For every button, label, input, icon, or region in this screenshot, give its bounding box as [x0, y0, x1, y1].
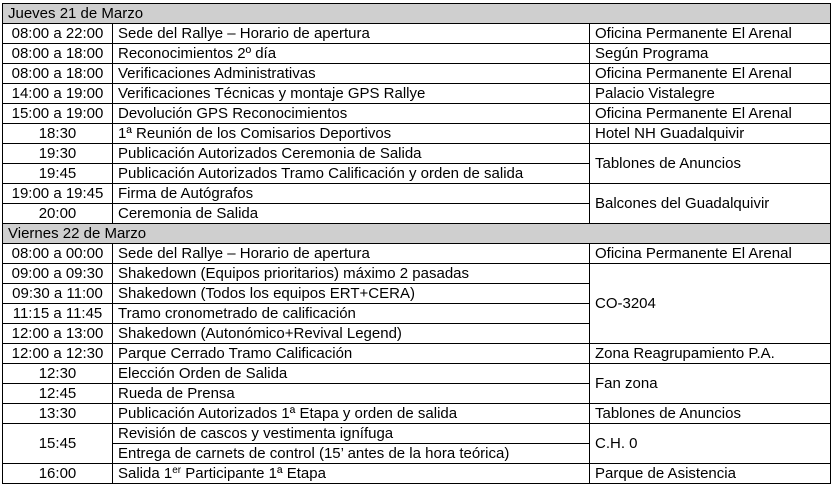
place-cell: Oficina Permanente El Arenal — [590, 104, 831, 124]
event-cell: Sede del Rallye – Horario de apertura — [113, 244, 590, 264]
time-cell: 12:00 a 13:00 — [3, 324, 113, 344]
time-cell: 08:00 a 00:00 — [3, 244, 113, 264]
time-cell: 12:45 — [3, 384, 113, 404]
place-cell: Balcones del Guadalquivir — [590, 184, 831, 224]
event-cell: Rueda de Prensa — [113, 384, 590, 404]
time-cell: 20:00 — [3, 204, 113, 224]
event-cell: Reconocimientos 2º día — [113, 44, 590, 64]
place-cell: C.H. 0 — [590, 424, 831, 464]
time-cell: 19:30 — [3, 144, 113, 164]
time-cell: 12:30 — [3, 364, 113, 384]
event-cell: Verificaciones Técnicas y montaje GPS Rallye — [113, 84, 590, 104]
place-cell: CO-3204 — [590, 264, 831, 344]
time-cell: 18:30 — [3, 124, 113, 144]
event-cell — [113, 464, 590, 484]
event-text-end: Participante 1ª Etapa — [181, 464, 326, 482]
schedule-row — [3, 404, 831, 424]
time-cell: 19:00 a 19:45 — [3, 184, 113, 204]
event-cell: Verificaciones Administrativas — [113, 64, 590, 84]
schedule-row — [3, 64, 831, 84]
place-cell: Tablones de Anuncios — [590, 404, 831, 424]
event-cell: Shakedown (Equipos prioritarios) máximo 2 pasadas — [113, 264, 590, 284]
time-cell: 15:45 — [3, 424, 113, 464]
schedule-row — [3, 44, 831, 64]
schedule-row — [3, 104, 831, 124]
schedule-row — [3, 24, 831, 44]
place-cell: Oficina Permanente El Arenal — [590, 24, 831, 44]
day-header-row — [3, 4, 831, 24]
time-cell: 14:00 a 19:00 — [3, 84, 113, 104]
day-title: Viernes 22 de Marzo — [3, 224, 831, 244]
event-cell: Publicación Autorizados Ceremonia de Salida — [113, 144, 590, 164]
time-cell: 11:15 a 11:45 — [3, 304, 113, 324]
schedule-row — [3, 124, 831, 144]
event-cell: Devolución GPS Reconocimientos — [113, 104, 590, 124]
place-cell: Oficina Permanente El Arenal — [590, 244, 831, 264]
time-cell: 08:00 a 22:00 — [3, 24, 113, 44]
event-cell: Firma de Autógrafos — [113, 184, 590, 204]
time-cell: 13:30 — [3, 404, 113, 424]
time-cell: 19:45 — [3, 164, 113, 184]
event-cell: Shakedown (Autonómico+Revival Legend) — [113, 324, 590, 344]
event-cell: Ceremonia de Salida — [113, 204, 590, 224]
schedule-row — [3, 424, 831, 444]
time-cell: 15:00 a 19:00 — [3, 104, 113, 124]
time-cell: 08:00 a 18:00 — [3, 64, 113, 84]
time-cell: 08:00 a 18:00 — [3, 44, 113, 64]
event-cell: Sede del Rallye – Horario de apertura — [113, 24, 590, 44]
schedule-row — [3, 184, 831, 204]
schedule-row — [3, 344, 831, 364]
event-cell: Parque Cerrado Tramo Calificación — [113, 344, 590, 364]
time-cell: 09:30 a 11:00 — [3, 284, 113, 304]
schedule-row — [3, 364, 831, 384]
place-cell: Según Programa — [590, 44, 831, 64]
event-cell: Elección Orden de Salida — [113, 364, 590, 384]
place-cell: Zona Reagrupamiento P.A. — [590, 344, 831, 364]
event-cell: Shakedown (Todos los equipos ERT+CERA) — [113, 284, 590, 304]
place-cell: Hotel NH Guadalquivir — [590, 124, 831, 144]
event-cell: 1ª Reunión de los Comisarios Deportivos — [113, 124, 590, 144]
place-cell: Parque de Asistencia — [590, 464, 831, 484]
day-header-row — [3, 224, 831, 244]
schedule-row — [3, 464, 831, 484]
event-cell: Tramo cronometrado de calificación — [113, 304, 590, 324]
place-cell: Palacio Vistalegre — [590, 84, 831, 104]
place-cell: Fan zona — [590, 364, 831, 404]
time-cell: 09:00 a 09:30 — [3, 264, 113, 284]
event-cell: Publicación Autorizados 1ª Etapa y orden de salida — [113, 404, 590, 424]
place-cell: Tablones de Anuncios — [590, 144, 831, 184]
event-cell: Revisión de cascos y vestimenta ignífuga — [113, 424, 590, 444]
event-cell: Entrega de carnets de control (15’ antes de la hora teórica) — [113, 444, 590, 464]
schedule-row — [3, 264, 831, 284]
schedule-row — [3, 144, 831, 164]
schedule-row — [3, 244, 831, 264]
day-title: Jueves 21 de Marzo — [3, 4, 831, 24]
schedule-table — [2, 3, 831, 484]
event-text-start: Salida 1 — [118, 464, 173, 482]
event-cell: Publicación Autorizados Tramo Calificación y orden de salida — [113, 164, 590, 184]
schedule-row — [3, 84, 831, 104]
time-cell: 12:00 a 12:30 — [3, 344, 113, 364]
ordinal-superscript: er — [172, 464, 182, 476]
time-cell: 16:00 — [3, 464, 113, 484]
place-cell: Oficina Permanente El Arenal — [590, 64, 831, 84]
